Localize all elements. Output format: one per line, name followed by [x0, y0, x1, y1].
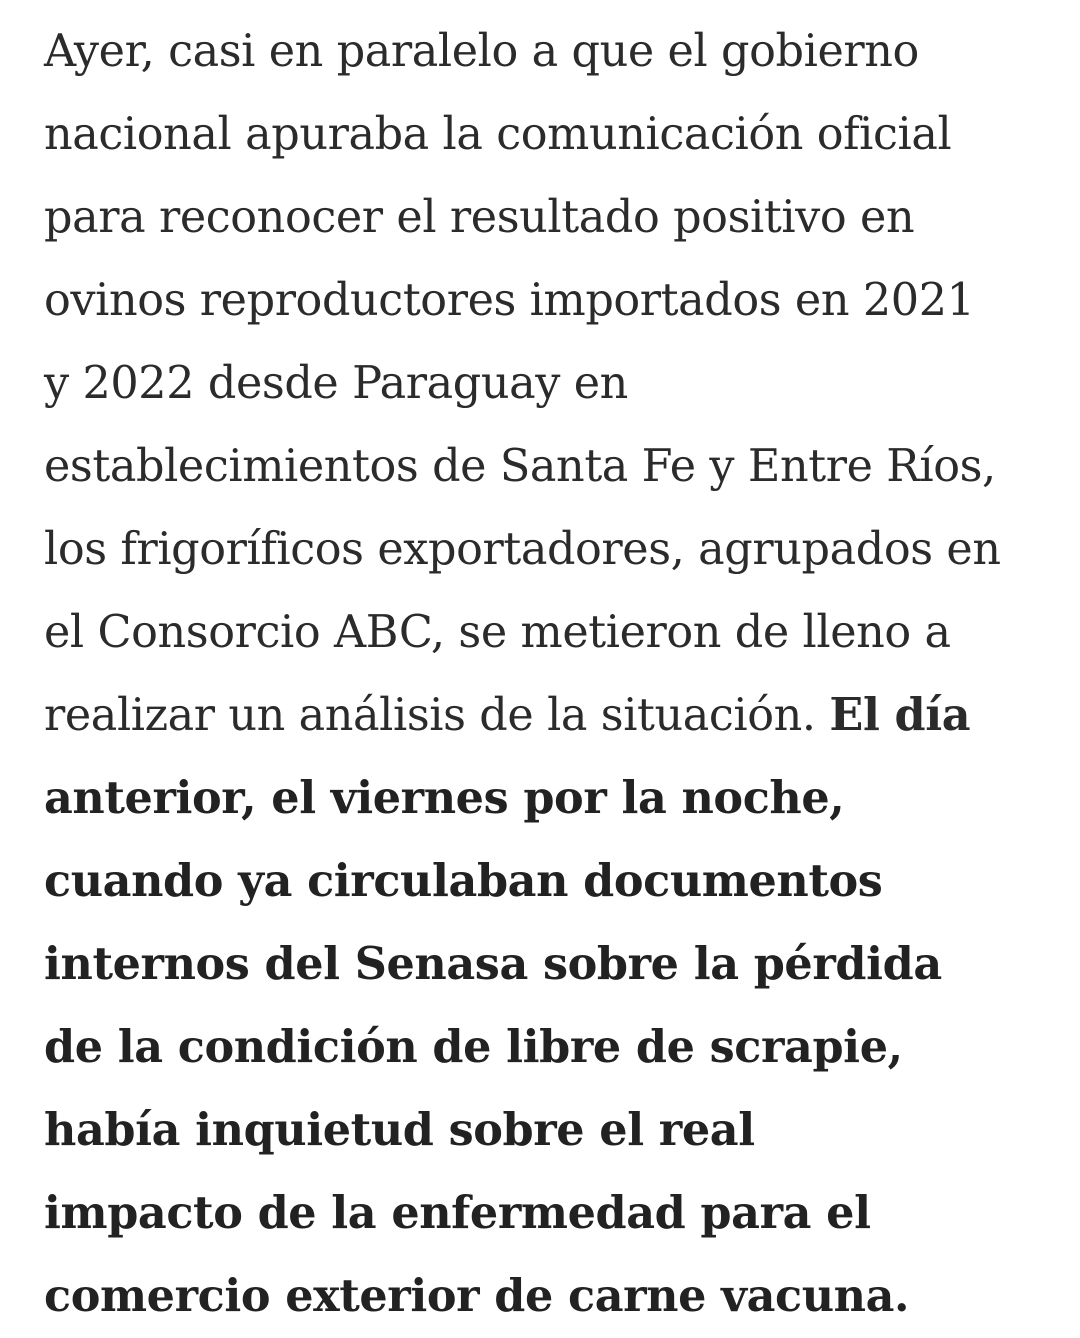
paragraph-line: [44, 176, 1054, 259]
paragraph-line: [44, 93, 1054, 176]
line-text: ovinos reproductores importados en 2021: [44, 275, 975, 326]
line-bold-text: internos del Senasa sobre la pérdida: [44, 938, 942, 990]
line-bold-text: anterior, el viernes por la noche,: [44, 772, 845, 824]
paragraph-line: [44, 1089, 1054, 1172]
paragraph-line: [44, 674, 1054, 757]
line-text: nacional apuraba la comunicación oficial: [44, 109, 952, 160]
line-bold-text: de la condición de libre de scrapie,: [44, 1021, 903, 1073]
paragraph-line: [44, 10, 1054, 93]
line-text: el Consorcio ABC, se metieron de lleno a: [44, 607, 951, 658]
paragraph-line: [44, 1255, 1054, 1338]
paragraph-line: [44, 591, 1054, 674]
article-paragraph: [44, 10, 1054, 1338]
paragraph-line: [44, 342, 1054, 425]
paragraph-line: [44, 923, 1054, 1006]
paragraph-line: [44, 840, 1054, 923]
line-text: realizar un análisis de la situación.: [44, 690, 830, 741]
paragraph-line: [44, 259, 1054, 342]
line-text: los frigoríficos exportadores, agrupados en: [44, 524, 1001, 575]
paragraph-line: [44, 508, 1054, 591]
line-bold-text: había inquietud sobre el real: [44, 1104, 755, 1156]
paragraph-line: [44, 425, 1054, 508]
line-text: para reconocer el resultado positivo en: [44, 192, 915, 243]
line-bold-text: impacto de la enfermedad para el: [44, 1187, 871, 1239]
line-text: Ayer, casi en paralelo a que el gobierno: [44, 26, 919, 77]
line-bold-text: El día: [829, 689, 971, 741]
paragraph-line: [44, 1172, 1054, 1255]
line-text: establecimientos de Santa Fe y Entre Ríos,: [44, 441, 996, 492]
paragraph-line: [44, 1006, 1054, 1089]
line-bold-text: comercio exterior de carne vacuna.: [44, 1270, 910, 1322]
paragraph-line: [44, 757, 1054, 840]
line-bold-text: cuando ya circulaban documentos: [44, 855, 883, 907]
line-text: y 2022 desde Paraguay en: [44, 358, 628, 409]
